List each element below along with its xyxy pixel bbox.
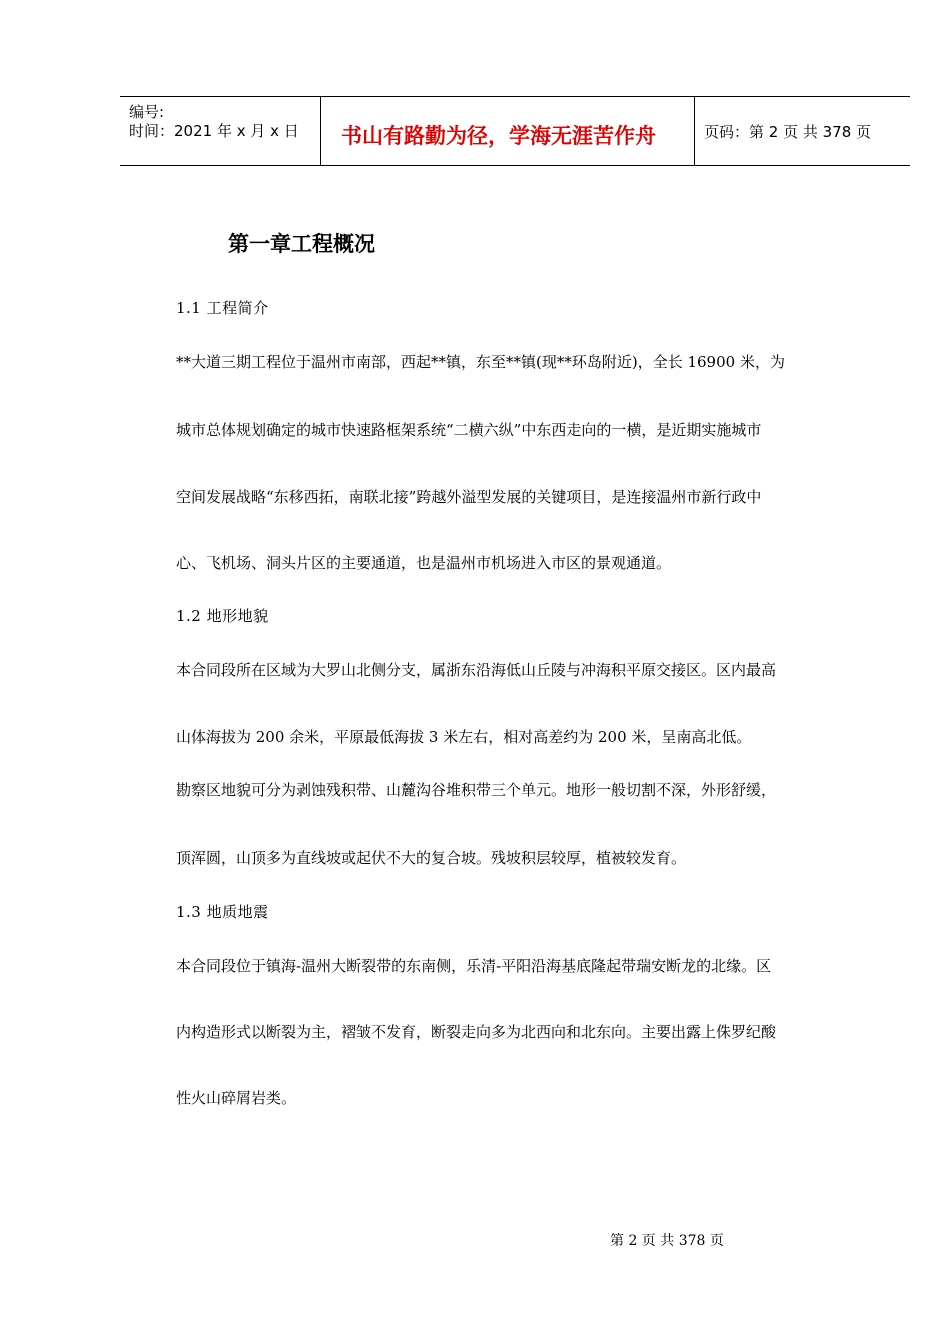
date-label: 时间：2021 年 x 月 x 日 [129, 122, 299, 140]
section-heading: 1.1 工程简介 [176, 299, 269, 317]
section-heading: 1.3 地质地震 [176, 903, 269, 921]
paragraph-line: 城市总体规划确定的城市快速路框架系统“二横六纵”中东西走向的一横，是近期实施城市 [176, 421, 762, 439]
paragraph-line: 本合同段所在区域为大罗山北侧分支，属浙东沿海低山丘陵与冲海积平原交接区。区内最高 [176, 661, 777, 679]
page-footer: 第 2 页 共 378 页 [610, 1233, 724, 1249]
paragraph-line: 勘察区地貌可分为剥蚀残积带、山麓沟谷堆积带三个单元。地形一般切割不深，外形舒缓， [176, 781, 777, 799]
paragraph-line: 山体海拔为 200 余米，平原最低海拔 3 米左右，相对高差约为 200 米，呈南高北低。 [176, 728, 752, 746]
header-page-cell [695, 97, 910, 165]
paragraph-line: 本合同段位于镇海-温州大断裂带的东南侧，乐清-平阳沿海基底隆起带瑞安断龙的北缘。区 [176, 957, 772, 975]
header-meta-cell [120, 97, 321, 165]
paragraph-line: 顶浑圆，山顶多为直线坡或起伏不大的复合坡。残坡积层较厚，植被较发育。 [176, 849, 687, 867]
paragraph-line: 空间发展战略“东移西拓，南联北接”跨越外溢型发展的关键项目，是连接温州市新行政中 [176, 488, 762, 506]
serial-label: 编号: [129, 103, 165, 121]
paragraph-line: 性火山碎屑岩类。 [176, 1089, 297, 1107]
header-motto: 书山有路勤为径，学海无涯苦作舟 [341, 124, 656, 148]
chapter-title: 第一章工程概况 [228, 232, 375, 256]
paragraph-line: 心、飞机场、洞头片区的主要通道，也是温州市机场进入市区的景观通道。 [176, 554, 672, 572]
section-heading: 1.2 地形地貌 [176, 607, 269, 625]
page-header [120, 96, 910, 166]
header-page-info: 页码：第 2 页 共 378 页 [704, 123, 872, 141]
header-motto-cell [321, 97, 695, 165]
paragraph-line: 内构造形式以断裂为主，褶皱不发育，断裂走向多为北西向和北东向。主要出露上侏罗纪酸 [176, 1023, 777, 1041]
paragraph-line: **大道三期工程位于温州市南部，西起**镇，东至**镇(现**环岛附近)，全长 16900 米，为 [176, 353, 785, 371]
